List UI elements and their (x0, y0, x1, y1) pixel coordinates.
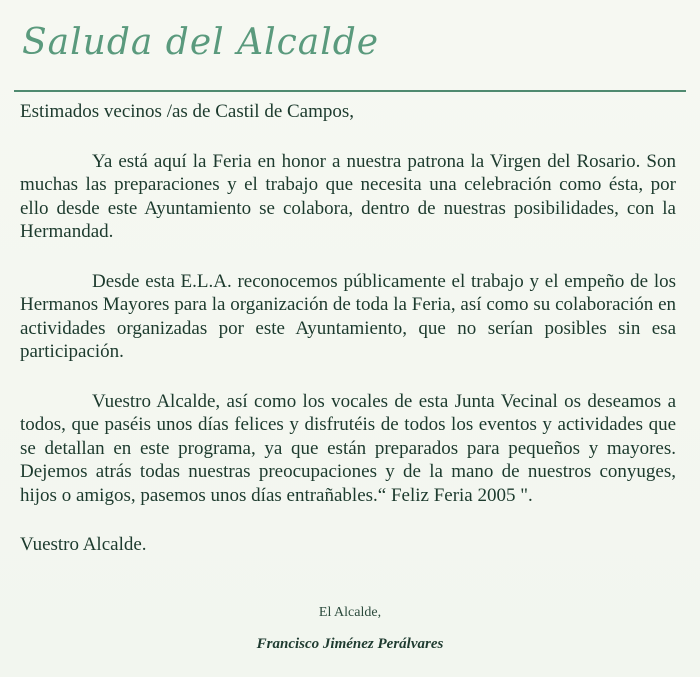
closing: Vuestro Alcalde. (20, 534, 147, 555)
letter-body (20, 100, 676, 557)
signature-label: El Alcalde, (318, 605, 382, 620)
greeting: Estimados vecinos /as de Castil de Campos, (20, 101, 355, 122)
paragraph-3: Vuestro Alcalde, así como los vocales de esta Junta Vecinal os deseamos a todos, que paséis unos días felices y disfrutéis de todos los eventos y actividades que se detallan en este programa, ya que están preparados para pequeños y mayores. Dejemos atrás todas nuestras preocupaciones y de la mano de nuestros conyuges, hijos o amigos, pasemos unos días entrañables.“ Feliz Feria 2005 ". (20, 390, 676, 506)
paragraph-2: Desde esta E.L.A. reconocemos públicamente el trabajo y el empeño de los Hermanos Mayores para la organización de toda la Feria, así como su colaboración en actividades organizadas por este Ayuntamiento, que no serían posibles sin esa participación. (20, 270, 676, 362)
signature-name: Francisco Jiménez Perálvares (256, 636, 444, 652)
paragraph-1: Ya está aquí la Feria en honor a nuestra patrona la Virgen del Rosario. Son muchas las preparaciones y el trabajo que necesita una celebración como ésta, por ello desde este Ayuntamiento se colabora, dentro de nuestras posibilidades, con la Hermandad. (20, 150, 676, 242)
title-divider (14, 90, 686, 92)
page-title: Saluda del Alcalde (22, 22, 380, 63)
